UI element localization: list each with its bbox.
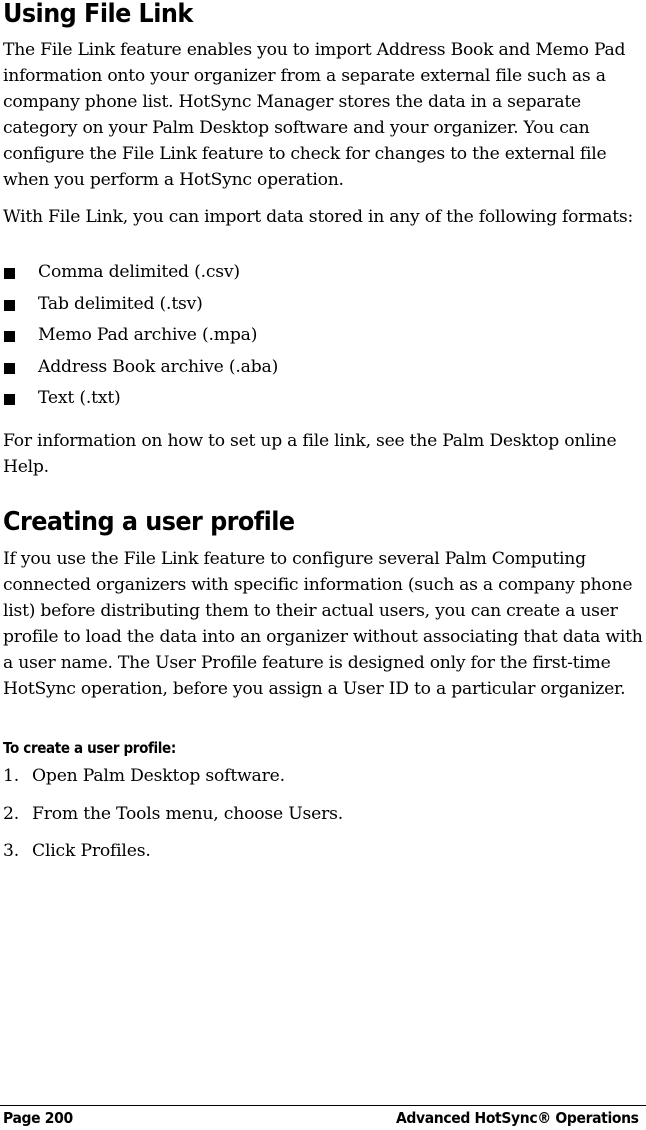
procedure-title: To create a user profile: [3,739,176,757]
footer-divider [0,1105,646,1106]
step-text: From the Tools menu, choose Users. [32,803,344,824]
bullet-square-icon [4,331,15,342]
step-number: 1. [3,766,19,786]
list-item: Text (.txt) [3,385,278,417]
more-info-paragraph: For information on how to set up a file link, see the Palm Desktop online Help. [3,431,617,477]
step-item [3,763,343,801]
bullet-square-icon [4,363,15,374]
step-text: Click Profiles. [32,841,151,861]
file-link-intro-paragraph: The File Link feature enables you to import Address Book and Memo Pad information onto your organizer from a separate external file such as a company phone list. HotSync Manager stores the data in a separate category on your Palm Desktop software and your organizer. You can configure the File Link feature to check for changes to the external file when you perform a HotSync operation. [3,40,626,190]
bullet-square-icon [4,268,15,279]
list-item: Address Book archive (.aba) [3,354,278,386]
list-item: Memo Pad archive (.mpa) [3,322,278,354]
bullet-square-icon [4,300,15,311]
procedure-steps [3,763,343,876]
step-number: 2. [3,803,19,824]
formats-intro-paragraph: With File Link, you can import data stored in any of the following formats: [3,207,634,227]
step-item [3,838,343,876]
section-heading-file-link: Using File Link [3,0,193,29]
formats-list [3,259,278,417]
bullet-square-icon [4,394,15,405]
chapter-title: Advanced HotSync® Operations [396,1109,639,1127]
page-number: Page 200 [3,1109,73,1127]
list-item: Tab delimited (.tsv) [3,291,278,323]
step-number: 3. [3,841,19,861]
step-text: Open Palm Desktop software. [32,766,285,786]
step-item [3,801,343,839]
list-item: Comma delimited (.csv) [3,259,278,291]
section-heading-user-profile: Creating a user profile [3,507,295,537]
user-profile-paragraph: If you use the File Link feature to configure several Palm Computing connected organizers with specific information (such as a company phone list) before distributing them to their actual users, you can create a user profile to load the data into an organizer without associating that data with a user name. The User Profile feature is designed only for the first-time HotSync operation, before you assign a User ID to a particular organizer. [3,549,643,699]
